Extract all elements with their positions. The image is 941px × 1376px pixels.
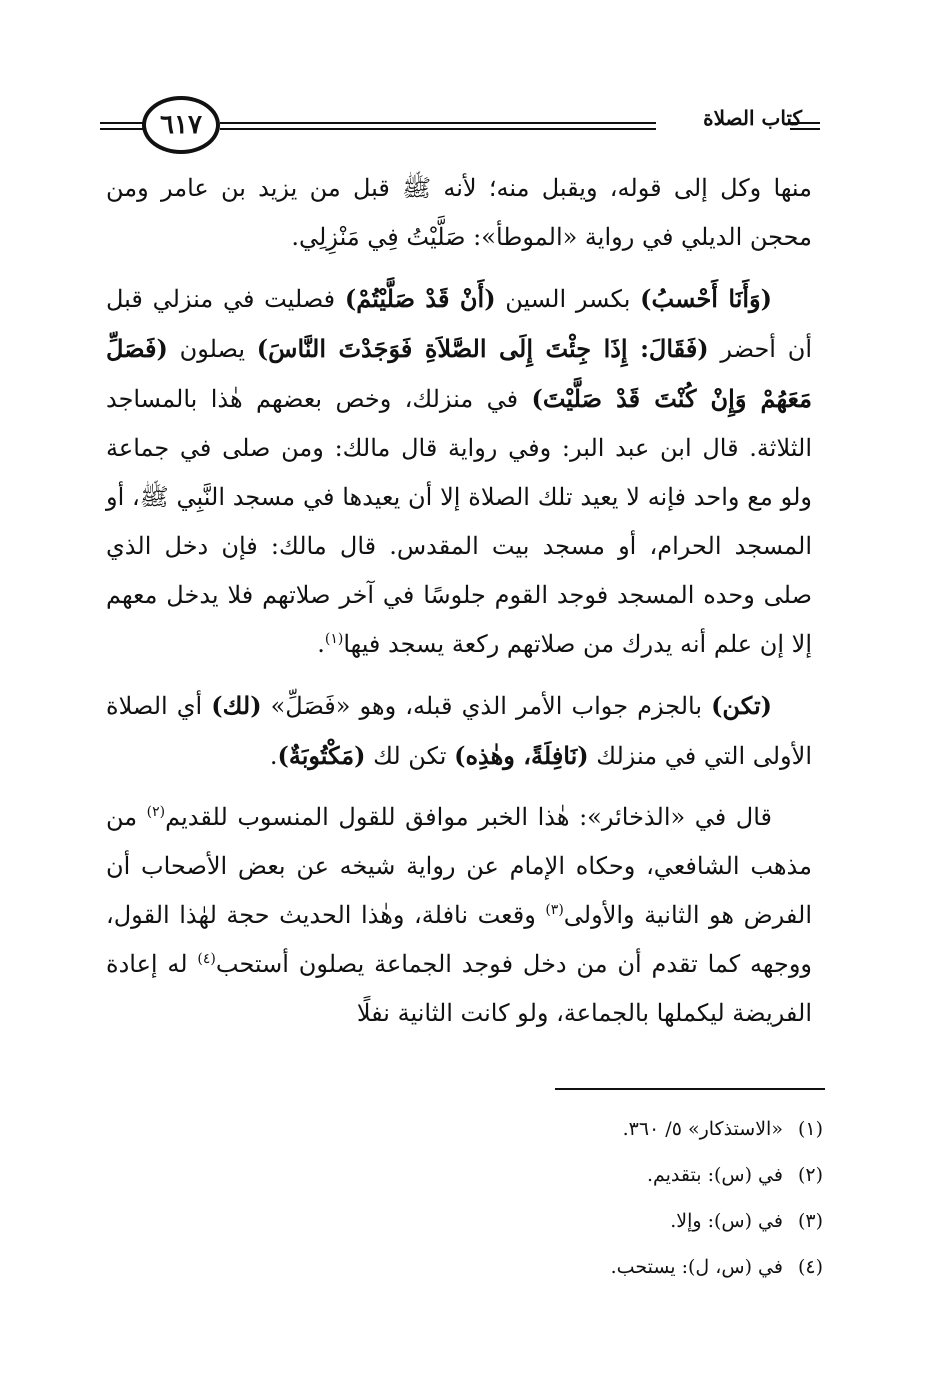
- text-run: (أَنْ قَدْ صَلَّيْتُمْ): [344, 284, 496, 313]
- page-number: ٦١٧: [142, 96, 220, 154]
- footnote-text: في (س): وإلا.: [670, 1210, 789, 1232]
- text-run: في منزلك، وخص بعضهم هٰذا بالمساجد الثلاثة. قال ابن عبد البر: وفي رواية قال مالك: ومن صلى في جماعة ولو مع واحد فإنه لا يعيد تلك الصلاة إلا أن يعيدها في مسجد النَّبِي ﷺ، أو المسجد الحرام، أو مسجد بيت المقدس. قال مالك: فإن دخل الذي صلى وحده المسجد فوجد القوم جلوسًا في آخر صلاتهم فلا يدخل معهم إلا إن علم أنه يدرك من صلاتهم ركعة يسجد فيها: [106, 385, 813, 658]
- footnote-marker[interactable]: (٣): [545, 902, 564, 918]
- footnote-number: (١): [797, 1118, 823, 1140]
- text-run: .: [269, 742, 278, 770]
- page-header: [100, 92, 820, 162]
- footnote-marker[interactable]: (٤): [197, 951, 216, 967]
- header-rule-middle-2: [220, 128, 656, 130]
- footnote-item: [263, 1244, 823, 1290]
- text-run: (لك): [211, 691, 262, 720]
- text-run: بالجزم جواب الأمر الذي قبله، وهو «فَصَلِّ»: [261, 692, 712, 720]
- footnote-item: [263, 1106, 823, 1152]
- footnote-text: في (س): بتقديم.: [646, 1164, 789, 1186]
- text-run: تكن لك: [365, 742, 455, 770]
- text-run: فصليت في منزلي قبل أن أحضر: [106, 285, 813, 363]
- text-run: (وَأَنَا أَحْسبُ): [640, 284, 773, 313]
- text-run: أي الصلاة الأولى التي في منزلك: [106, 692, 812, 770]
- text-run: بكسر السين: [495, 285, 641, 313]
- running-title: كتاب الصلاة: [703, 106, 802, 130]
- text-run: (فَقَالَ: إِذَا جِئْتَ إِلَى الصَّلاَةِ فَوَجَدْتَ النَّاسَ): [256, 334, 709, 363]
- footnote-number: (٤): [797, 1256, 823, 1278]
- text-run: وقعت نافلة، وهٰذا الحديث حجة لهٰذا القول، ووجهه كما تقدم أن من دخل فوجد الجماعة يصلون أستحب: [106, 901, 812, 978]
- footnote-separator: [555, 1088, 825, 1090]
- text-run: .: [317, 630, 325, 658]
- main-text: [106, 164, 812, 1050]
- footnote-number: (٣): [797, 1210, 823, 1232]
- footnote-text: «الاستذكار» ٥/ ٣٦٠.: [622, 1118, 789, 1140]
- header-rule-middle: [220, 122, 656, 124]
- text-run: (فَصَلِّ مَعَهُمْ وَإِنْ كُنْتَ قَدْ صَلَّيْتَ): [106, 334, 812, 413]
- text-run: من مذهب الشافعي، وحكاه الإمام عن رواية شيخه عن بعض الأصحاب أن الفرض هو الثانية والأولى: [106, 803, 813, 929]
- text-run: له إعادة الفريضة ليكملها بالجماعة، ولو كانت الثانية نفلًا: [106, 950, 812, 1027]
- text-run: (مَكْتُوبَةٌ): [277, 741, 366, 770]
- footnote-number: (٢): [797, 1164, 823, 1186]
- paragraph: [106, 681, 812, 781]
- header-rule-left-2: [100, 128, 144, 130]
- text-run: يصلون: [167, 335, 257, 363]
- text-run: قال في «الذخائر»: هٰذا الخبر موافق للقول المنسوب للقديم: [165, 803, 772, 831]
- text-run: (نَافِلَةً، وهٰذِه): [454, 741, 589, 770]
- footnote-marker[interactable]: (١): [324, 631, 344, 647]
- header-rule-left: [100, 122, 144, 124]
- paragraph: [106, 274, 812, 669]
- paragraph: [106, 793, 812, 1038]
- footnote-text: في (س، ل): يستحب.: [610, 1256, 789, 1278]
- text-run: (تكن): [711, 691, 772, 720]
- footnote-item: [263, 1152, 823, 1198]
- text-run: منها وكل إلى قوله، ويقبل منه؛ لأنه ﷺ قبل من يزيد بن عامر ومن محجن الديلي في رواية «الموطأ»: صَلَّيْتُ فِي مَنْزِلِي.: [106, 174, 812, 251]
- paragraph: [106, 164, 812, 262]
- footnote-marker[interactable]: (٢): [146, 804, 166, 820]
- footnotes: [263, 1106, 823, 1290]
- footnote-item: [263, 1198, 823, 1244]
